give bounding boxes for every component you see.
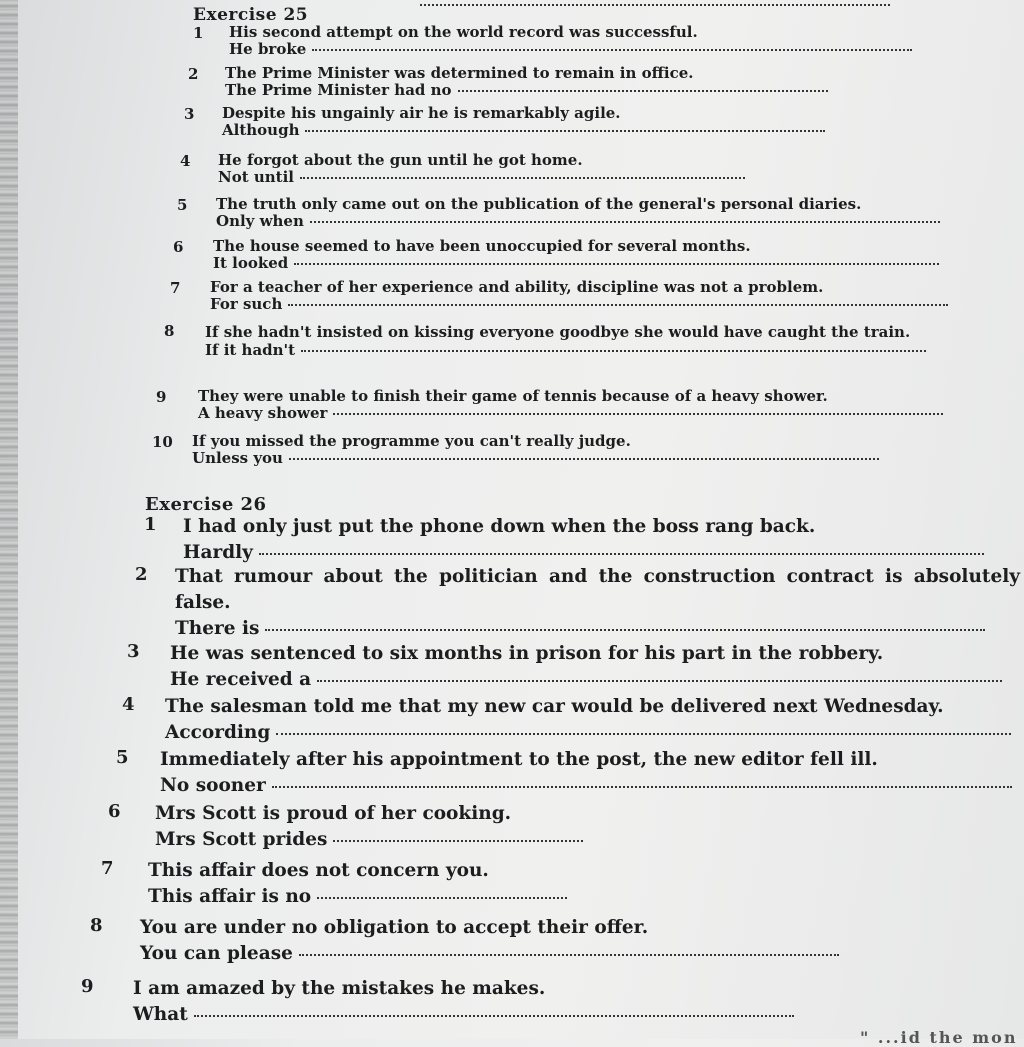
ex26-item-5-prompt-text: No sooner [160,775,266,796]
ex26-item-4-prompt-text: According [165,722,271,743]
ex26-item-6-sentence: Mrs Scott is proud of her cooking. [155,803,512,824]
ex25-item-3-prompt [222,122,1024,139]
ex25-item-6-answer-line[interactable] [294,263,939,265]
ex26-item-7-prompt [148,884,1024,910]
ex25-item-4-prompt-text: Not until [218,168,295,186]
ex25-item-5-sentence: The truth only came out on the publication of the general's personal diaries. [216,195,862,213]
ex26-item-4-prompt [165,720,1024,746]
ex26-item-1-number: 1 [144,514,157,535]
ex26-item-9-answer-line[interactable] [194,1015,794,1017]
ex25-item-5-number: 5 [177,196,188,214]
ex26-item-6-answer-line[interactable] [333,840,583,842]
ex25-item-9-number: 9 [156,388,167,406]
ex25-item-7 [170,278,1024,313]
ex25-item-7-answer-line[interactable] [288,304,948,306]
exercise-25-heading: Exercise 25 [193,5,309,25]
ex25-item-3 [184,104,1024,139]
ex25-item-8-answer-line[interactable] [301,350,926,352]
ex26-item-5-number: 5 [116,747,129,768]
ex25-item-2-number: 2 [188,65,199,83]
cut-off-footer-text: " ...id the mon [860,1028,1018,1047]
ex25-item-6-sentence: The house seemed to have been unoccupied for several months. [213,237,751,255]
ex26-item-6 [108,801,1024,853]
ex25-item-8-sentence: If she hadn't insisted on kissing everyone goodbye she would have caught the train. [205,323,911,341]
ex26-item-5-answer-line[interactable] [272,786,1012,788]
ex26-item-8-prompt [140,941,1024,967]
ex26-item-2-sentence: That rumour about the politician and the construction contract is absolutely false. [175,566,1020,613]
ex25-item-2-sentence: The Prime Minister was determined to remain in office. [225,64,694,82]
ex25-item-5-prompt-text: Only when [216,212,304,230]
ex25-item-3-number: 3 [184,105,195,123]
ex25-item-10-sentence: If you missed the programme you can't really judge. [192,432,631,450]
ex26-item-7 [101,858,1024,910]
ex26-item-6-prompt [155,827,1024,853]
ex25-item-7-prompt [210,296,1024,313]
ex26-item-2-prompt-text: There is [175,618,260,639]
ex25-item-1-prompt-text: He broke [229,40,307,58]
ex26-item-8 [90,915,1024,967]
ex26-item-1-prompt [183,540,1024,566]
ex25-item-7-prompt-text: For such [210,295,283,313]
ex25-item-2 [188,64,1024,99]
ex26-item-9-number: 9 [81,976,94,997]
ex26-item-9 [81,976,1024,1028]
ex25-item-4 [180,151,1024,186]
ex26-item-4-answer-line[interactable] [276,733,1011,735]
ex26-item-2-prompt [175,616,1020,642]
ex25-item-4-number: 4 [180,152,191,170]
ex25-item-9-sentence: They were unable to finish their game of tennis because of a heavy shower. [198,387,828,405]
ex26-item-9-prompt-text: What [133,1004,188,1025]
ex25-item-5 [177,195,1024,230]
ex25-item-6-number: 6 [173,238,184,256]
ex26-item-6-number: 6 [108,801,121,822]
ex25-item-1 [193,23,1024,58]
exercise-26-heading: Exercise 26 [145,494,267,515]
ex26-item-8-sentence: You are under no obligation to accept their offer. [140,917,649,938]
ex26-item-3-prompt [170,667,1024,693]
ex26-item-5 [116,747,1024,799]
ex26-item-8-number: 8 [90,915,103,936]
ex25-item-4-answer-line[interactable] [300,177,745,179]
ex26-item-5-prompt [160,773,1024,799]
ex26-item-9-sentence: I am amazed by the mistakes he makes. [133,978,546,999]
ex25-item-2-prompt-text: The Prime Minister had no [225,81,452,99]
ex26-item-4-number: 4 [122,694,135,715]
ex25-item-1-number: 1 [193,24,204,42]
ex26-item-1-sentence: I had only just put the phone down when the boss rang back. [183,516,816,537]
ex25-item-10 [152,432,1024,467]
ex25-item-9-prompt-text: A heavy shower [198,404,328,422]
ex26-item-9-prompt [133,1002,1024,1028]
ex25-item-9-prompt [198,405,1024,422]
ex26-item-3-answer-line[interactable] [317,680,1002,682]
ex25-item-3-sentence: Despite his ungainly air he is remarkably agile. [222,104,621,122]
ex25-item-6-prompt [213,255,1024,272]
ex25-item-10-prompt-text: Unless you [192,449,283,467]
ex26-item-7-prompt-text: This affair is no [148,886,312,907]
ex26-item-5-sentence: Immediately after his appointment to the post, the new editor fell ill. [160,749,878,770]
ex25-item-9 [156,387,1024,422]
ex25-item-10-answer-line[interactable] [289,458,879,460]
ex26-item-7-answer-line[interactable] [317,897,567,899]
ex26-item-3-prompt-text: He received a [170,669,312,690]
ex26-item-1 [144,514,1024,566]
ex26-item-2 [135,564,1020,642]
ex25-item-3-prompt-text: Although [222,121,300,139]
ex25-item-2-prompt [225,82,1024,99]
ex26-item-2-answer-line[interactable] [265,629,985,631]
ex26-item-1-answer-line[interactable] [259,553,984,555]
ex25-item-10-number: 10 [152,433,173,451]
ex26-item-2-number: 2 [135,564,148,585]
ex26-item-3-sentence: He was sentenced to six months in prison for his part in the robbery. [170,643,884,664]
ex25-item-6-prompt-text: It looked [213,254,289,272]
ex26-item-7-sentence: This affair does not concern you. [148,860,489,881]
ex25-item-8 [164,322,985,359]
ex26-item-4-sentence: The salesman told me that my new car would be delivered next Wednesday. [165,696,944,717]
ex26-item-8-answer-line[interactable] [299,954,839,956]
ex25-item-4-prompt [218,169,1024,186]
ex25-item-9-answer-line[interactable] [333,413,943,415]
ex25-item-6 [173,237,1024,272]
ex25-item-1-prompt [229,41,1024,58]
ex25-item-8-prompt-text: If it hadn't [205,341,296,359]
ex25-item-7-sentence: For a teacher of her experience and ability, discipline was not a problem. [210,278,824,296]
ex25-item-5-answer-line[interactable] [310,221,940,223]
ex26-item-8-prompt-text: You can please [140,943,293,964]
ex25-item-5-prompt [216,213,1024,230]
ex25-item-1-answer-line[interactable] [312,49,912,51]
ex26-item-4 [122,694,1024,746]
ex25-item-7-number: 7 [170,279,181,297]
ex25-item-2-answer-line[interactable] [458,90,828,92]
ex26-item-1-prompt-text: Hardly [183,542,253,563]
ex25-item-8-number: 8 [164,322,175,340]
ex25-item-8-prompt [205,342,985,359]
ex25-item-10-prompt [192,450,1024,467]
ex26-item-7-number: 7 [101,858,114,879]
ex25-item-4-sentence: He forgot about the gun until he got home. [218,151,583,169]
ex26-item-3 [127,641,1024,693]
ex26-item-6-prompt-text: Mrs Scott prides [155,829,328,850]
ex25-item-1-sentence: His second attempt on the world record was successful. [229,23,698,41]
ex26-item-3-number: 3 [127,641,140,662]
ex25-item-3-answer-line[interactable] [305,130,825,132]
